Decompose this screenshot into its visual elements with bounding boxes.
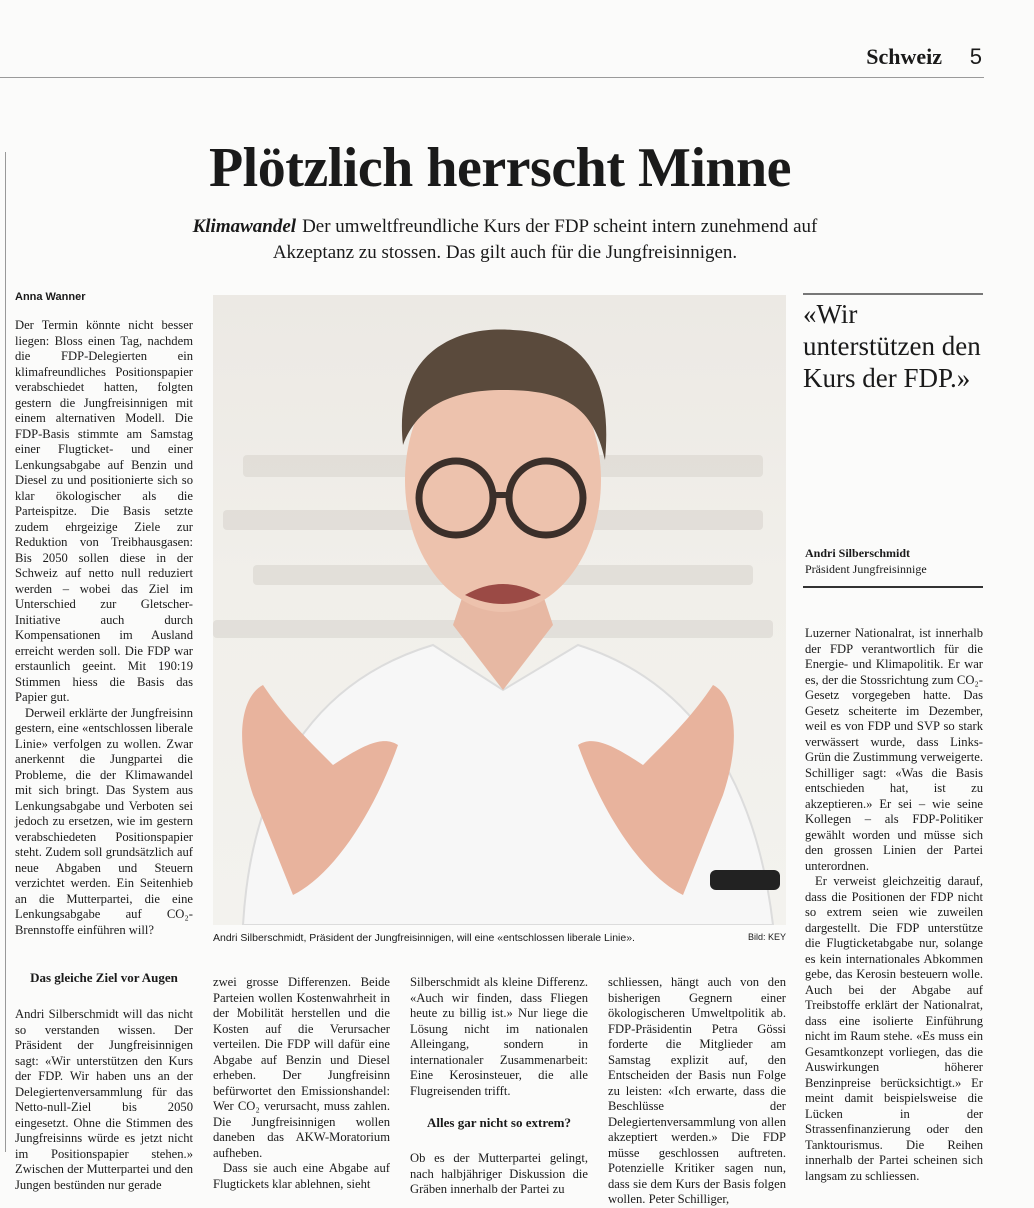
section-name: Schweiz (866, 44, 942, 69)
article-column-1 (15, 318, 193, 938)
article-column-3-continued (410, 1151, 588, 1198)
standfirst (160, 214, 850, 266)
pull-quote: «Wir unterstützen den Kurs der FDP.» (803, 299, 981, 393)
article-column-1-continued (15, 1007, 193, 1193)
paragraph: Dass sie auch eine Abgabe auf Flugtickets klar ablehnen, sieht (213, 1161, 390, 1191)
margin-line (5, 152, 6, 1152)
portrait-illustration (213, 295, 786, 925)
pull-quote-rule-bottom (803, 586, 983, 588)
paragraph: Andri Silberschmidt will das nicht so verstanden wissen. Der Präsident der Jungfreisinnigen sagt: «Wir unterstützen den Kurs der FDP. Wir haben uns an der Delegiertenversammlung für das Netto-null-Ziel bis 2050 eingesetzt. Ohne die Stimmen des Jungfreisinns würde es jetzt nicht im Positionspapier stehen.» Zwischen der Mutterpartei und den Jungen bestünden nur gerade (15, 1007, 193, 1192)
page-number: 5 (969, 44, 982, 69)
standfirst-text: Der umweltfreundliche Kurs der FDP scheint intern zunehmend auf Akzeptanz zu stossen. Das gilt auch für die Jungfreisinnigen. (272, 216, 818, 263)
kicker: Klimawandel (192, 216, 297, 237)
paragraph: Silberschmidt als kleine Differenz. «Auch wir finden, dass Fliegen heute zu billig ist.» Nur liege die Lösung nicht im nationalen Alleingang, sondern in internationaler Zusammenarbeit: Eine Kerosinsteuer, die alle Flugreisenden trifft. (410, 975, 588, 1098)
pull-quote-rule-top (803, 293, 983, 295)
subheading: Das gleiche Ziel vor Augen (30, 970, 178, 985)
paragraph: schliessen, hängt auch von den bisherigen Gegnern einer ökologischeren Umweltpolitik ab. FDP-Präsidentin Petra Gössi forderte die Mitglieder am Samstag explizit auf, den Entscheiden der Basis nun Folge zu leisten: «Ich erwarte, dass die Beschlüsse der Delegiertenversammlung von allen akzeptiert werden.» Die FDP müsse geschlossen auftreten. Potenzielle Kritiker sagen nun, dass sie dem Kurs der Basis folgen wollen. Peter Schilliger, (608, 975, 786, 1206)
paragraph: Der Termin könnte nicht besser liegen: Bloss einen Tag, nachdem die FDP-Delegierten ein klimafreundliches Positionspapier verabschiedet hatten, folgten gestern die Jungfreisinnigen mit einem alternativen Modell. Die FDP-Basis stimmte am Samstag einer Flugticket- und einer Lenkungsabgabe auf Benzin und Diesel zu und positionierte sich so klar ökologischer als die Parteispitze. Die Basis setzte zudem ehrgeizige Ziele zur Reduktion von Treibhausgasen: Bis 2050 sollen diese in der Schweiz auf netto null reduziert werden – wobei das Ziel im Unterschied zur Gletscher-Initiative auch durch Kompensationen im Ausland erreicht werden soll. Die FDP war erstaunlich geeint. Mit 190:19 Stimmen hiess die Basis das Papier gut. (15, 318, 193, 704)
article-column-2 (213, 975, 390, 1192)
paragraph: Er verweist gleichzeitig darauf, dass die Positionen der FDP nicht so extrem seien wie zuweilen dargestellt. Die FDP unterstütze die Flugticketabgabe nur, solange es kein internationales Abkommen gebe, das Kerosin besteuern wolle. Auch bei der Abgabe auf Treibstoffe erklärt der Nationalrat, dass eine isolierte Einführung nicht im Raum stehe. «Es muss ein Gesamtkonzept vorliegen, das die Auswirkungen höherer Benzinpreise berücksichtigt.» Er meint damit beispielsweise die Lücken in der Strassenfinanzierung oder den Tanktourismus. Die Reihen innerhalb der Partei scheinen sich langsam zu schliessen. (805, 874, 983, 1183)
paragraph: Luzerner Nationalrat, ist innerhalb der FDP verantwortlich für die Energie- und Klimapolitik. Er war es, der die Stossrichtung zum CO₂-Gesetz vorgegeben hatte. Das Gesetz scheiterte im Dezember, weil es von FDP und SVP so stark verwässert wurde, dass Links-Grün die Zustimmung verweigerte. Schilliger sagt: «Was die Basis entschieden hat, ist zu akzeptieren.» Er sei – wie seine Kollegen – als FDP-Politiker gewählt worden und müsse sich den grossen Linien der Partei unterordnen. (805, 626, 983, 873)
article-column-4 (805, 626, 983, 1184)
article-column-3b (608, 975, 786, 1208)
photo-caption: Andri Silberschmidt, Präsident der Jungfreisinnigen, will eine «entschlossen liberale Linie». (213, 932, 635, 944)
headline: Plötzlich herrscht Minne (208, 137, 792, 199)
byline: Anna Wanner (15, 291, 86, 303)
paragraph: zwei grosse Differenzen. Beide Parteien wollen Kostenwahrheit in der Mobilität herstellen und die Kosten auf die Verursacher verteilen. Die FDP will dafür eine Abgabe auf Benzin und Diesel erheben. Der Jungfreisinn befürwortet den Emissionshandel: Wer CO₂ verursacht, muss zahlen. Die Jungfreisinnigen wollen daneben das AKW-Moratorium aufheben. (213, 975, 390, 1160)
article-photo (213, 295, 786, 925)
pull-quote-author: Andri Silberschmidt (805, 546, 911, 560)
photo-credit: Bild: KEY (747, 932, 786, 942)
pull-quote-role: Präsident Jungfreisinnige (805, 562, 927, 576)
subheading: Alles gar nicht so extrem? (427, 1115, 571, 1130)
header-rule (0, 77, 984, 78)
article-column-3 (410, 975, 588, 1099)
paragraph: Derweil erklärte der Jungfreisinn gestern, eine «entschlossen liberale Linie» verfolgen zu wollen. Zwar anerkennt die Jungpartei die Probleme, die der Klimawandel mit sich bringt. Das System aus Lenkungsabgabe und Verboten sei jedoch zu ersetzen, wie im gestern verabschiedeten Positionspapier steht. Zudem soll grundsätzlich auf neue Abgaben und Steuern verzichtet werden. Ein Seitenhieb an die Mutterpartei, die eine Lenkungsabgabe auf CO₂-Brennstoffe einführen will? (15, 705, 193, 937)
paragraph: Ob es der Mutterpartei gelingt, nach halbjähriger Diskussion die Gräben innerhalb der Partei zu (410, 1151, 588, 1196)
